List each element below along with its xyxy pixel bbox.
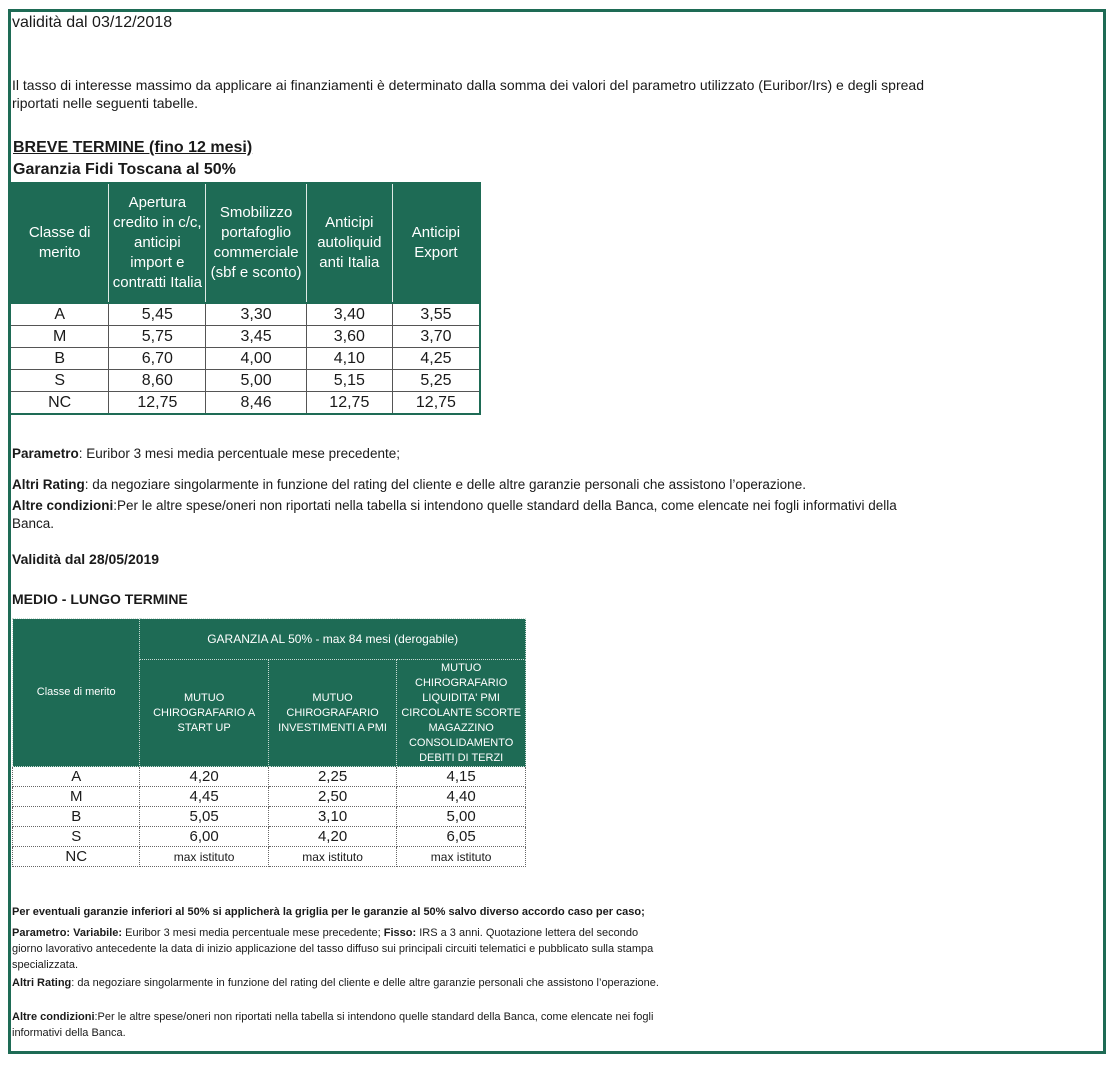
note-parametro-ml — [12, 925, 662, 973]
table-cell: 5,00 — [206, 370, 306, 392]
note-label: Parametro — [12, 446, 79, 461]
table-cell: max istituto — [397, 847, 526, 867]
table-row — [13, 787, 526, 807]
note-label: Altre condizioni — [12, 498, 114, 513]
table-row — [10, 303, 480, 326]
table-cell: 4,20 — [140, 767, 268, 787]
column-header: Smobilizzo portafoglio commerciale (sbf e sconto) — [206, 183, 306, 303]
table-cell: M — [10, 326, 109, 348]
medium-term-title: MEDIO - LUNGO TERMINE — [12, 591, 188, 607]
table-row — [13, 827, 526, 847]
table-row — [10, 326, 480, 348]
note-text: : da negoziare singolarmente in funzione del rating del cliente e delle altre garanzie personali che assistono l’operazione. — [71, 977, 659, 989]
table-cell: 8,46 — [206, 392, 306, 415]
note-label: Altri Rating — [12, 477, 85, 492]
group-header: GARANZIA AL 50% - max 84 mesi (derogabile) — [140, 619, 526, 660]
table-cell: 3,45 — [206, 326, 306, 348]
table-cell: 5,05 — [140, 807, 268, 827]
intro-paragraph: Il tasso di interesse massimo da applicare ai finanziamenti è determinato dalla somma dei valori del parametro utilizzato (Euribor/Irs) e degli spread riportati nelle seguenti tabelle. — [12, 77, 924, 111]
class-header: Classe di merito — [13, 619, 140, 767]
column-header: MUTUO CHIROGRAFARIO LIQUIDITA' PMI CIRCOLANTE SCORTE MAGAZZINO CONSOLIDAMENTO DEBITI DI TERZI — [397, 660, 526, 767]
table-cell: 12,75 — [306, 392, 392, 415]
note-text: : Euribor 3 mesi media percentuale mese precedente; — [78, 446, 400, 461]
table-cell: 4,25 — [392, 348, 480, 370]
table-cell: S — [10, 370, 109, 392]
table-cell: NC — [13, 847, 140, 867]
table-cell: 3,40 — [306, 303, 392, 326]
column-header: MUTUO CHIROGRAFARIO A START UP — [140, 660, 268, 767]
table-cell: 2,25 — [268, 767, 396, 787]
note-label: Altri Rating — [12, 977, 72, 989]
note-text: Euribor 3 mesi media percentuale mese precedente; — [122, 927, 381, 939]
table-cell: 3,70 — [392, 326, 480, 348]
note-guarantee: Per eventuali garanzie inferiori al 50% si applicherà la griglia per le garanzie al 50% salvo diverso accordo caso per caso; — [12, 906, 645, 918]
table-row — [10, 348, 480, 370]
medium-term-table — [12, 618, 526, 867]
table-row — [13, 847, 526, 867]
table-cell: 6,00 — [140, 827, 268, 847]
note-label: : Variabile: — [66, 927, 123, 939]
note-text: :Per le altre spese/oneri non riportati nella tabella si intendono quelle standard della Banca, come elencate nei fogli informativi della Banca. — [12, 498, 897, 531]
column-header: Apertura credito in c/c, anticipi import e contratti Italia — [109, 183, 206, 303]
note-altri-rating — [12, 476, 932, 494]
table-cell: 3,55 — [392, 303, 480, 326]
note-altre-condizioni-ml — [12, 1009, 662, 1041]
table-cell: 4,40 — [397, 787, 526, 807]
table-cell: A — [13, 767, 140, 787]
short-term-table — [9, 182, 481, 415]
table-cell: 5,00 — [397, 807, 526, 827]
table-cell: 5,75 — [109, 326, 206, 348]
note-text: IRS a 3 anni. Quotazione lettera del secondo giorno lavorativo antecedente la data di inizio applicazione del tasso diffuso sui principali circuiti telematici e pubblicato sulla stampa specializzata. — [12, 927, 654, 971]
table-cell: 4,10 — [306, 348, 392, 370]
short-term-subtitle: Garanzia Fidi Toscana al 50% — [13, 161, 236, 178]
table-cell: NC — [10, 392, 109, 415]
column-header: Classe di merito — [10, 183, 109, 303]
table-header-row — [10, 183, 480, 303]
table-cell: 4,00 — [206, 348, 306, 370]
table-row — [13, 807, 526, 827]
column-header: Anticipi autoliquid anti Italia — [306, 183, 392, 303]
table-cell: 4,15 — [397, 767, 526, 787]
table-cell: 12,75 — [109, 392, 206, 415]
note-label: Altre condizioni — [12, 1011, 95, 1023]
table-cell: 6,70 — [109, 348, 206, 370]
note-label: Parametro — [12, 927, 67, 939]
table-cell: A — [10, 303, 109, 326]
column-header: MUTUO CHIROGRAFARIO INVESTIMENTI A PMI — [268, 660, 396, 767]
table-cell: B — [13, 807, 140, 827]
table-cell: 5,15 — [306, 370, 392, 392]
table-cell: max istituto — [140, 847, 268, 867]
table-cell: M — [13, 787, 140, 807]
table-row — [13, 767, 526, 787]
validity-date: validità dal 03/12/2018 — [12, 14, 173, 31]
table-cell: max istituto — [268, 847, 396, 867]
note-altre-condizioni — [12, 497, 932, 533]
note-text: : da negoziare singolarmente in funzione del rating del cliente e delle altre garanzie personali che assistono l’operazione. — [84, 477, 806, 492]
medium-term-validity: Validità dal 28/05/2019 — [12, 551, 160, 567]
table-cell: S — [13, 827, 140, 847]
note-altri-rating-ml — [12, 975, 662, 991]
note-label: Fisso: — [380, 927, 417, 939]
table-cell: B — [10, 348, 109, 370]
table-cell: 2,50 — [268, 787, 396, 807]
table-cell: 5,45 — [109, 303, 206, 326]
table-cell: 6,05 — [397, 827, 526, 847]
table-cell: 4,20 — [268, 827, 396, 847]
table-cell: 3,30 — [206, 303, 306, 326]
table-cell: 12,75 — [392, 392, 480, 415]
table-cell: 5,25 — [392, 370, 480, 392]
column-header: Anticipi Export — [392, 183, 480, 303]
note-text: :Per le altre spese/oneri non riportati nella tabella si intendono quelle standard della Banca, come elencate nei fogli informativi della Banca. — [12, 1011, 654, 1039]
table-header-row — [13, 619, 526, 660]
table-row — [10, 392, 480, 415]
table-cell: 4,45 — [140, 787, 268, 807]
short-term-title: BREVE TERMINE (fino 12 mesi) — [13, 139, 253, 156]
table-cell: 8,60 — [109, 370, 206, 392]
table-row — [10, 370, 480, 392]
note-parametro — [12, 445, 932, 463]
table-cell: 3,10 — [268, 807, 396, 827]
table-cell: 3,60 — [306, 326, 392, 348]
